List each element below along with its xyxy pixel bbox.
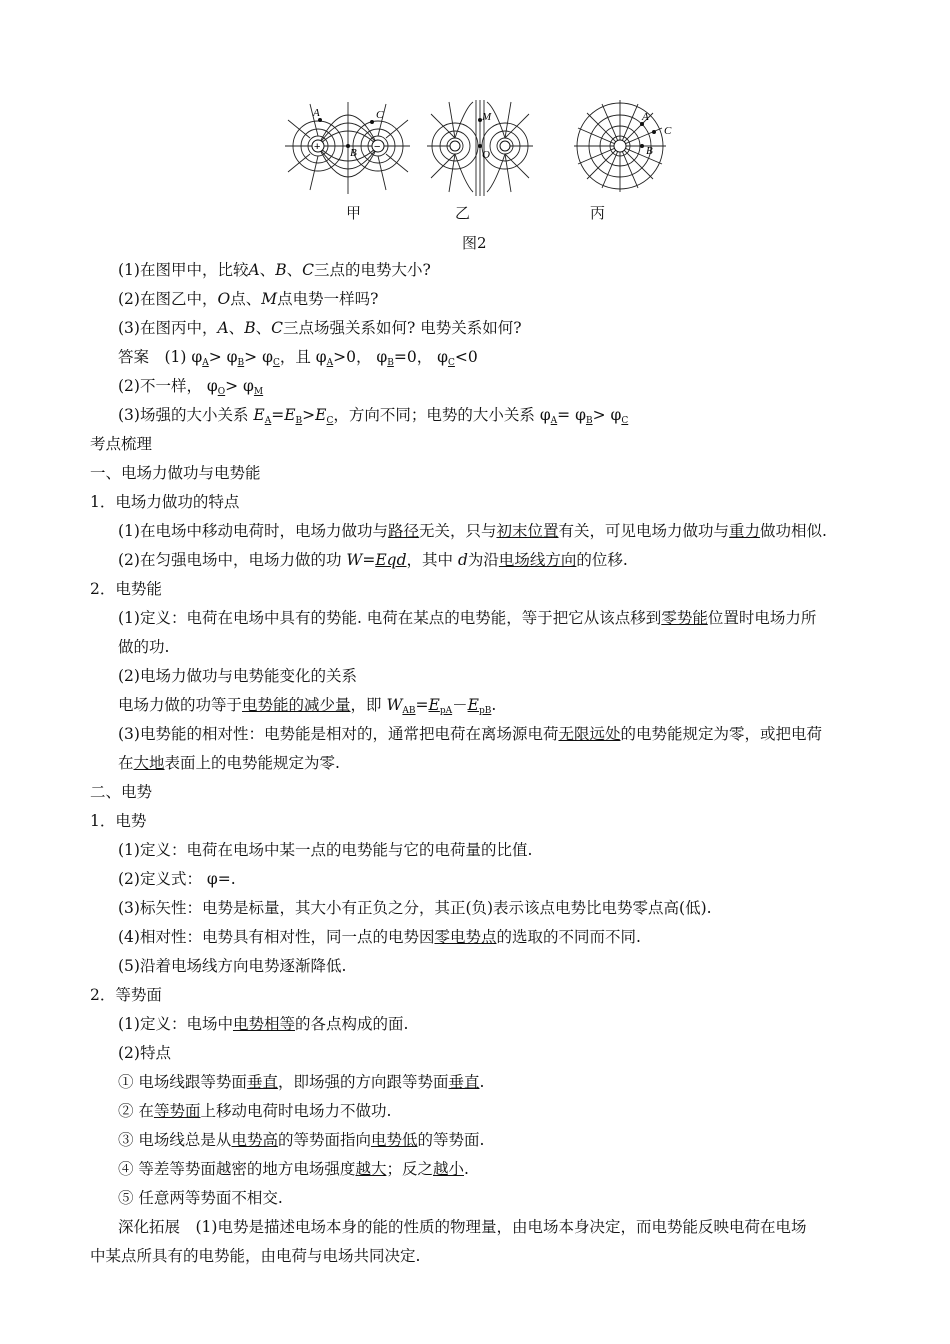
fig-jia-letter-a: A [313, 107, 320, 119]
text-segment: ① 电场线跟等势面 [118, 1073, 247, 1091]
text-segment: > φ [592, 406, 622, 424]
text-segment: ，即场强的方向跟等势面 [277, 1073, 449, 1091]
text-segment: 越大 [355, 1160, 387, 1178]
text-line [118, 637, 169, 657]
text-segment: (1)定义：电荷在电场中某一点的电势能与它的电荷量的比值. [118, 841, 533, 859]
text-line [118, 260, 431, 280]
text-segment: O [217, 290, 231, 308]
text-segment: ，即 [350, 696, 387, 714]
text-segment: 零势能 [661, 609, 708, 627]
text-segment: E [467, 696, 479, 714]
text-segment: E [284, 406, 296, 424]
figure-bing-diagram [570, 98, 680, 198]
text-segment: (2)定义式： φ=. [118, 870, 236, 888]
fig-yi-letter-o: O [482, 149, 490, 161]
text-segment: 无限远处 [558, 725, 621, 743]
text-segment: 大地 [133, 754, 165, 772]
text-segment: . [463, 1160, 469, 1178]
text-line [118, 1188, 283, 1208]
text-segment: 三点的电势大小? [313, 261, 431, 279]
text-segment: 的位移. [576, 551, 628, 569]
text-line [118, 1101, 391, 1121]
text-segment: B [387, 358, 394, 368]
text-segment: 电场线方向 [498, 551, 577, 569]
text-segment: ，其中 [406, 551, 458, 569]
text-segment: 电势高 [231, 1131, 278, 1149]
text-segment: = φ [557, 406, 586, 424]
figure-label-yi: 乙 [455, 204, 471, 222]
figure-jia-diagram [280, 98, 415, 198]
text-line [118, 956, 346, 976]
text-segment: W [386, 696, 403, 714]
text-segment: B [585, 416, 593, 426]
text-segment: = [415, 696, 429, 714]
text-segment: 的等势面指向 [277, 1131, 371, 1149]
text-line [118, 695, 496, 715]
text-segment: 电势能的减少量 [242, 696, 351, 714]
fig-jia-minus: − [374, 141, 381, 153]
text-segment: pB [478, 706, 492, 716]
text-segment: 、 [255, 319, 272, 337]
text-segment: 的各点构成的面. [294, 1015, 409, 1033]
text-segment: C [448, 358, 455, 368]
text-segment: E [315, 406, 327, 424]
text-segment: > φ [208, 348, 238, 366]
fig-bing-letter-a: A [642, 111, 649, 123]
text-segment: 为沿 [467, 551, 499, 569]
text-segment: 做的功. [118, 638, 170, 656]
text-line [118, 1072, 484, 1092]
text-line [118, 753, 340, 773]
text-segment: (1)在图甲中，比较 [118, 261, 249, 279]
text-segment: A [217, 319, 229, 337]
text-segment: (2)特点 [118, 1044, 171, 1062]
text-segment: A [202, 358, 209, 368]
text-segment: 1．电势 [90, 812, 147, 830]
text-segment: 的等势面. [417, 1131, 485, 1149]
text-segment: pA [439, 706, 453, 716]
text-segment: 深化拓展 (1)电势是描述电场本身的能的性质的物理量，由电场本身决定，而电势能反映电荷在电场 [118, 1218, 807, 1236]
text-segment: E [428, 696, 440, 714]
text-segment: 路径 [387, 522, 419, 540]
text-segment: B [244, 319, 256, 337]
text-segment: M [261, 290, 278, 308]
text-segment: W [346, 551, 363, 569]
text-segment: d [457, 551, 468, 569]
text-segment: 电势低 [370, 1131, 418, 1149]
text-segment: . [479, 1073, 485, 1091]
text-segment: ⑤ 任意两等势面不相交. [118, 1189, 283, 1207]
text-segment: 2．电势能 [90, 580, 162, 598]
figure-label-jia: 甲 [346, 204, 362, 222]
fig-jia-letter-c: C [376, 109, 384, 121]
text-segment: (2)在图乙中， [118, 290, 218, 308]
text-segment: (4)相对性：电势具有相对性，同一点的电势因 [118, 928, 435, 946]
text-line [118, 405, 628, 425]
text-segment: B [275, 261, 287, 279]
text-line [118, 318, 522, 338]
text-segment: = [271, 406, 285, 424]
figure-yi-diagram [425, 98, 535, 198]
text-segment: － [452, 696, 468, 714]
text-segment: C [326, 416, 334, 426]
text-segment: (3)在图丙中， [118, 319, 218, 337]
text-segment: 无关，只与 [418, 522, 497, 540]
text-segment: 点电势一样吗? [277, 290, 379, 308]
text-segment: E [253, 406, 265, 424]
text-segment: C [302, 261, 314, 279]
text-line [118, 1159, 469, 1179]
text-segment: . [491, 696, 497, 714]
text-segment: 垂直 [448, 1073, 480, 1091]
text-segment: 1．电场力做功的特点 [90, 493, 240, 511]
text-segment: 考点梳理 [90, 435, 153, 453]
text-segment: 一、电场力做功与电势能 [90, 464, 261, 482]
text-segment: 答案 (1) φ [118, 348, 203, 366]
text-line [118, 521, 827, 541]
text-segment: 点、 [230, 290, 262, 308]
text-segment: A [264, 416, 272, 426]
text-line [118, 608, 816, 628]
text-line [90, 1246, 420, 1266]
text-segment: 、 [286, 261, 303, 279]
text-line [118, 666, 357, 686]
text-segment: 的选取的不同而不同. [496, 928, 641, 946]
text-segment: = [362, 551, 376, 569]
text-line [118, 927, 641, 947]
text-segment: (2)不一样， φ [118, 377, 218, 395]
text-segment: 有关，可见电场力做功与 [558, 522, 730, 540]
text-segment: 二、电势 [90, 783, 153, 801]
text-segment: 2．等势面 [90, 986, 162, 1004]
text-segment: B [237, 358, 245, 368]
text-segment: 零电势点 [434, 928, 497, 946]
text-line [118, 289, 378, 309]
text-segment: 、 [228, 319, 245, 337]
fig-jia-plus: + [314, 141, 321, 153]
text-segment: ，方向不同；电势的大小关系 φ [333, 406, 551, 424]
text-line [90, 811, 146, 831]
text-segment: > φ [225, 377, 254, 395]
text-segment: ② 在 [118, 1102, 154, 1120]
text-segment: 上移动电荷时电场力不做功. [200, 1102, 392, 1120]
text-segment: =0， φ [393, 348, 449, 366]
text-line [118, 1217, 806, 1237]
fig-bing-letter-c: C [664, 125, 672, 137]
text-segment: AB [402, 706, 416, 716]
text-segment: 越小 [432, 1160, 464, 1178]
text-segment: (2)在匀强电场中，电场力做的功 [118, 551, 347, 569]
text-segment: 垂直 [246, 1073, 278, 1091]
text-segment: Eqd [375, 551, 407, 569]
text-segment: 表面上的电势能规定为零. [164, 754, 340, 772]
text-segment: 的电势能规定为零，或把电荷 [620, 725, 822, 743]
text-segment: (1)定义：电荷在电场中具有的势能. 电荷在某点的电势能，等于把它从该点移到 [118, 609, 662, 627]
figure-label-bing: 丙 [590, 204, 606, 222]
text-segment: C [621, 416, 629, 426]
text-segment: (1)在电场中移动电荷时，电场力做功与 [118, 522, 388, 540]
text-segment: ；反之 [386, 1160, 433, 1178]
text-segment: 重力 [729, 522, 761, 540]
text-line [118, 550, 628, 570]
text-line [118, 376, 263, 396]
text-segment: 电势相等 [232, 1015, 295, 1033]
text-segment: M [253, 387, 264, 397]
text-line [118, 1014, 408, 1034]
text-segment: > φ [244, 348, 273, 366]
text-line [118, 1043, 171, 1063]
text-segment: 在 [118, 754, 134, 772]
text-line [90, 463, 261, 483]
text-segment: A [248, 261, 260, 279]
text-segment: <0 [454, 348, 478, 366]
text-line [90, 985, 162, 1005]
text-segment: ④ 等差等势面越密的地方电场强度 [118, 1160, 356, 1178]
text-line [118, 347, 478, 367]
text-line [118, 1130, 484, 1150]
figure-2 [280, 98, 700, 198]
text-segment: >0， φ [333, 348, 388, 366]
text-line [118, 840, 532, 860]
figure-caption: 图2 [462, 234, 487, 252]
text-segment: O [217, 387, 226, 397]
fig-jia-letter-b: B [350, 147, 357, 159]
fig-yi-letter-m: M [482, 111, 492, 123]
text-segment: (2)电场力做功与电势能变化的关系 [118, 667, 357, 685]
text-segment: C [272, 358, 280, 368]
text-line [118, 724, 822, 744]
text-segment: A [550, 416, 558, 426]
text-segment: > [302, 406, 316, 424]
text-line [118, 869, 236, 889]
text-segment: C [271, 319, 283, 337]
text-segment: 中某点所具有的电势能，由电荷与电场共同决定. [90, 1247, 421, 1265]
text-segment: (3)电势能的相对性：电势能是相对的，通常把电荷在离场源电荷 [118, 725, 559, 743]
text-line [90, 579, 162, 599]
text-segment: 位置时电场力所 [707, 609, 817, 627]
text-segment: (5)沿着电场线方向电势逐渐降低. [118, 957, 347, 975]
text-segment: (1)定义：电场中 [118, 1015, 233, 1033]
text-segment: 做功相似. [760, 522, 827, 540]
text-segment: (3)场强的大小关系 [118, 406, 254, 424]
text-segment: B [295, 416, 303, 426]
text-segment: 电场力做的功等于 [118, 696, 243, 714]
text-segment: A [326, 358, 334, 368]
text-line [90, 434, 152, 454]
text-segment: (3)标矢性：电势是标量，其大小有正负之分，其正(负)表示该点电势比电势零点高(低). [118, 899, 712, 917]
text-segment: ③ 电场线总是从 [118, 1131, 232, 1149]
text-segment: ，且 φ [279, 348, 327, 366]
text-line [90, 782, 152, 802]
text-line [118, 898, 712, 918]
text-segment: 初末位置 [496, 522, 559, 540]
text-segment: 三点场强关系如何? 电势关系如何? [282, 319, 522, 337]
text-segment: 等势面 [153, 1102, 201, 1120]
text-line [90, 492, 239, 512]
text-segment: 、 [259, 261, 276, 279]
fig-bing-letter-b: B [646, 145, 653, 157]
